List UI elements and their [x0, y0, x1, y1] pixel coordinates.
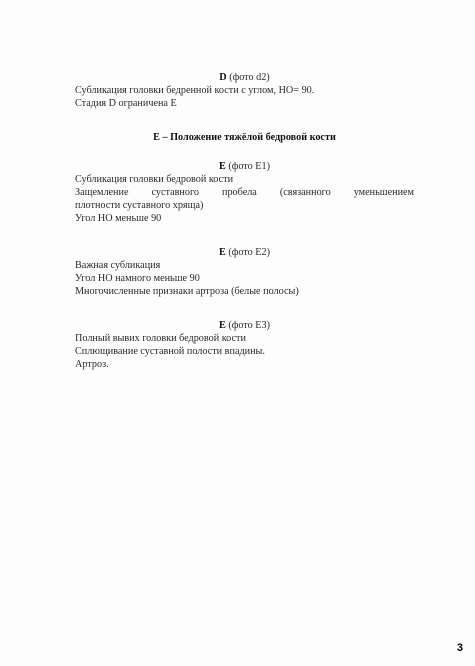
page-number: 3	[456, 642, 463, 654]
section-e2-line: Многочисленные признаки артроза (белые полосы)	[75, 286, 299, 297]
section-e2-line: Угол НО намного меньше 90	[75, 273, 200, 284]
section-e3-line: Сплющивание суставной полости впадины.	[75, 346, 265, 357]
section-d2-line: Стадия D ограничена Е	[75, 98, 177, 109]
document-content	[75, 71, 414, 371]
section-d2-line: Субликация головки бедренной кости с углом, НО= 90.	[75, 85, 315, 96]
section-e3-line: Полный вывих головки бедровой кости	[75, 333, 246, 344]
section-e1-line: Субликация головки бедровой кости	[75, 174, 234, 185]
section-e3-label: Е	[219, 320, 226, 331]
section-e1-line: плотности суставного хряща)	[75, 200, 204, 211]
section-e1-photo: (фото Е1)	[225, 161, 270, 172]
section-e2-photo: (фото Е2)	[225, 247, 270, 258]
section-e3-photo: (фото Е3)	[225, 320, 270, 331]
section-e3-heading	[75, 319, 414, 332]
section-e2-line: Важная субликация	[75, 260, 161, 271]
section-e-title: Е – Положение тяжёлой бедровой кости	[153, 132, 336, 143]
section-e1-label: Е	[219, 161, 226, 172]
section-d2-photo: (фото d2)	[226, 72, 270, 83]
section-e1-line: Угол НО меньше 90	[75, 213, 162, 224]
section-e1-heading	[75, 160, 414, 173]
section-d2-heading	[75, 71, 414, 84]
section-e2-heading	[75, 246, 414, 259]
section-e2-label: Е	[219, 247, 226, 258]
section-d2-label: D	[219, 72, 227, 83]
section-e3-line: Артроз.	[75, 359, 109, 370]
section-e1-line: Защемление суставного пробела (связанного уменьшением	[75, 187, 414, 198]
